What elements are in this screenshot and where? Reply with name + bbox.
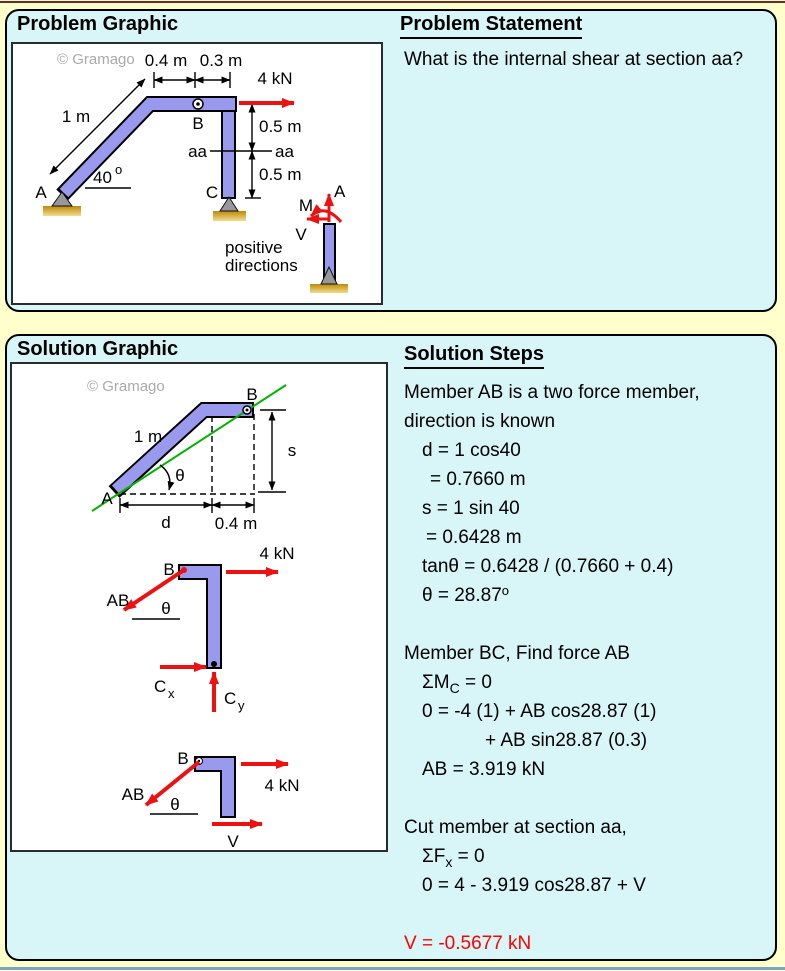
dim-04-label: 0.4 m (144, 51, 188, 70)
problem-statement-body: What is the internal shear at section aa? (404, 49, 744, 70)
fbd1-load-label: 4 kN (259, 544, 295, 563)
top-rule (0, 1, 785, 3)
fbd1-theta-label: θ (161, 599, 171, 618)
mini-shear-label: V (295, 225, 307, 244)
fbd2-theta-label: θ (170, 795, 180, 814)
dim-1m-label: 1 m (61, 107, 91, 126)
geo-pin-b-dot (246, 409, 249, 412)
solution-steps-text: Member AB is a two force member, direction is known d = 1 cos40 = 0.7660 m s = 1 sin 40 = 0.6428 m tanθ = 0.6428 / (0.7660 + 0.4) $\theta = 28.87^o$ Member BC, Find force AB $\Sigma M_C = 0$ 0 = -4 (1) + AB cos28.87 (1) + AB sin28.87 (0.3) AB = 3.919 kN Cut member at section aa, $\Sigma F_x = 0$ 0 = 4 - 3.919 cos28.87 + V V = -0.5677 kN (404, 382, 700, 954)
geo-a-label: A (101, 489, 113, 508)
geo-s-label: s (287, 441, 297, 460)
ground-c (213, 211, 246, 221)
fbd2-ab-label: AB (121, 785, 145, 804)
fbd1-pin-c-dot (211, 661, 217, 667)
fbd2-b-label: B (177, 749, 189, 768)
problem-graphic-title: Problem Graphic (17, 13, 179, 35)
geo-theta-label: θ (175, 466, 185, 485)
fbd1-cy-sub: y (238, 698, 245, 713)
mini-moment-label: M (298, 196, 314, 215)
angle-sup: o (115, 162, 123, 177)
fbd2-load-label: 4 kN (264, 776, 300, 795)
bottom-rule (0, 967, 785, 970)
solution-diagram-box (10, 362, 388, 852)
theta-arc (160, 465, 170, 490)
fbd1-cx-sub: x (168, 686, 175, 701)
s-dimension (258, 410, 286, 492)
fbd1-member (180, 572, 214, 667)
positive-label-2: directions (225, 256, 298, 275)
positive-label-1: positive (225, 238, 283, 257)
solution-steps-title: Solution Steps (404, 343, 544, 369)
section-aa-left: aa (188, 142, 207, 161)
geo-1m-label: 1 m (133, 427, 163, 446)
geo-d-label: d (161, 513, 171, 532)
mini-axial-label: A (334, 182, 346, 201)
node-a-label: A (35, 183, 47, 202)
watermark: © Gramago (87, 378, 165, 395)
angle-label: 40 (93, 168, 112, 187)
load-label: 4 kN (257, 69, 293, 88)
watermark: © Gramago (57, 51, 135, 68)
problem-diagram (13, 44, 381, 303)
ground-mini (310, 284, 348, 293)
node-b-label: B (192, 114, 204, 133)
dim-05-upper: 0.5 m (259, 117, 302, 136)
solution-diagram (12, 364, 386, 850)
geo-b-label: B (246, 385, 258, 404)
fbd1-cx-label: C (154, 677, 167, 696)
top-dimension (154, 72, 230, 88)
fbd1-cy-label: C (224, 689, 237, 708)
fbd1-ab-arrow (124, 570, 184, 610)
problem-diagram-box (11, 42, 383, 305)
fbd1-b-label: B (163, 560, 175, 579)
dim-03-label: 0.3 m (199, 51, 243, 70)
d-dimension (120, 498, 254, 513)
node-c-label: C (205, 183, 219, 202)
ground-a (43, 206, 81, 216)
pin-support-c (220, 197, 238, 211)
dim-05-lower: 0.5 m (259, 165, 302, 184)
pin-b-dot (196, 102, 200, 106)
solution-graphic-title: Solution Graphic (17, 338, 179, 360)
geo-04-label: 0.4 m (214, 514, 258, 533)
member-bc (222, 110, 235, 198)
section-aa-right: aa (275, 142, 294, 161)
fbd2-shear-label: V (227, 832, 239, 850)
problem-statement-title: Problem Statement (400, 13, 582, 39)
fbd1-ab-label: AB (106, 591, 130, 610)
